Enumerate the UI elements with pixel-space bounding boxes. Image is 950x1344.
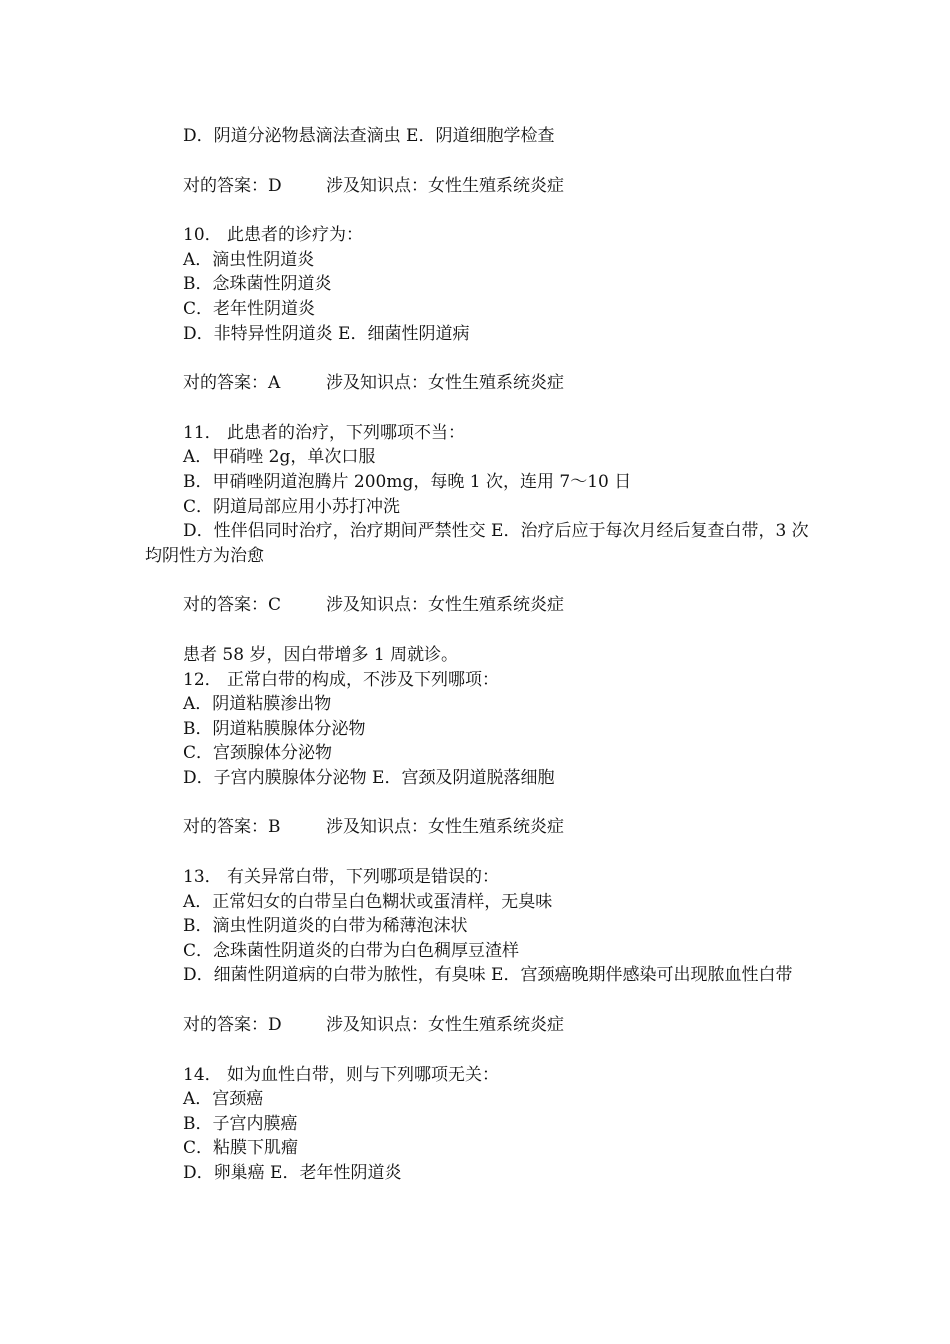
option-line: C．粘膜下肌瘤 [183, 1138, 299, 1159]
option-line: D．阴道分泌物悬滴法查滴虫 E．阴道细胞学检查 [183, 126, 555, 146]
option-line: C．阴道局部应用小苏打冲洗 [183, 496, 401, 517]
correct-answer: 对的答案：B [183, 817, 281, 838]
option-line: C．老年性阴道炎 [183, 298, 316, 319]
paragraph-gap [145, 840, 810, 865]
option-line: A．宫颈癌 [183, 1089, 264, 1110]
option-line: C．宫颈腺体分泌物 [183, 743, 333, 764]
paragraph-gap [145, 568, 810, 593]
document-body [145, 124, 810, 1186]
option-line: A．阴道粘膜渗出物 [183, 694, 332, 715]
question-stem: 14． 如为血性白带，则与下列哪项无关： [183, 1064, 500, 1085]
question-stem: 13． 有关异常白带，下列哪项是错误的： [183, 867, 500, 888]
knowledge-point: 涉及知识点：女性生殖系统炎症 [326, 1015, 564, 1036]
knowledge-point: 涉及知识点：女性生殖系统炎症 [326, 175, 564, 196]
answer-line [145, 1013, 810, 1038]
paragraph-gap [145, 346, 810, 371]
question-stem: 12． 正常白带的构成，不涉及下列哪项： [183, 669, 500, 690]
answer-line [145, 174, 810, 199]
answer-line [145, 815, 810, 840]
question-stem: 10． 此患者的诊疗为： [183, 225, 364, 246]
paragraph-gap [145, 790, 810, 815]
option-line: D．性伴侣同时治疗，治疗期间严禁性交 E．治疗后应于每次月经后复查白带，3 次均阴性方为治愈 [145, 521, 809, 566]
option-line: B．念珠菌性阴道炎 [183, 274, 332, 295]
paragraph-gap [145, 149, 810, 174]
paragraph-gap [145, 198, 810, 223]
option-line: D．细菌性阴道病的白带为脓性，有臭味 E．宫颈癌晚期伴感染可出现脓血性白带 [183, 965, 793, 986]
correct-answer: 对的答案：D [183, 1015, 282, 1036]
option-line: C．念珠菌性阴道炎的白带为白色稠厚豆渣样 [183, 940, 520, 961]
option-line: A．滴虫性阴道炎 [183, 249, 315, 270]
correct-answer: 对的答案：D [183, 175, 282, 196]
option-line: D．非特异性阴道炎 E．细菌性阴道病 [183, 323, 470, 344]
option-line: A．甲硝唑 2g，单次口服 [183, 447, 376, 468]
knowledge-point: 涉及知识点：女性生殖系统炎症 [326, 373, 564, 394]
question-stem: 11． 此患者的治疗，下列哪项不当： [183, 422, 466, 443]
option-line: D．卵巢癌 E．老年性阴道炎 [183, 1163, 402, 1183]
option-line: D．子宫内膜腺体分泌物 E．宫颈及阴道脱落细胞 [183, 767, 555, 788]
correct-answer: 对的答案：C [183, 595, 282, 616]
option-line: B．阴道粘膜腺体分泌物 [183, 718, 366, 739]
paragraph-gap [145, 988, 810, 1013]
answer-line [145, 593, 810, 618]
option-line: B．滴虫性阴道炎的白带为稀薄泡沫状 [183, 916, 468, 937]
paragraph-gap [145, 618, 810, 643]
knowledge-point: 涉及知识点：女性生殖系统炎症 [326, 595, 564, 616]
option-line: B．甲硝唑阴道泡腾片 200mg，每晚 1 次，连用 7～10 日 [183, 471, 632, 492]
paragraph-gap [145, 1038, 810, 1063]
question-stem: 患者 58 岁，因白带增多 1 周就诊。 [183, 644, 459, 665]
option-line: A．正常妇女的白带呈白色糊状或蛋清样，无臭味 [183, 891, 553, 912]
paragraph-gap [145, 396, 810, 421]
correct-answer: 对的答案：A [183, 373, 281, 394]
option-line: B．子宫内膜癌 [183, 1113, 298, 1134]
knowledge-point: 涉及知识点：女性生殖系统炎症 [326, 817, 564, 838]
answer-line [145, 371, 810, 396]
